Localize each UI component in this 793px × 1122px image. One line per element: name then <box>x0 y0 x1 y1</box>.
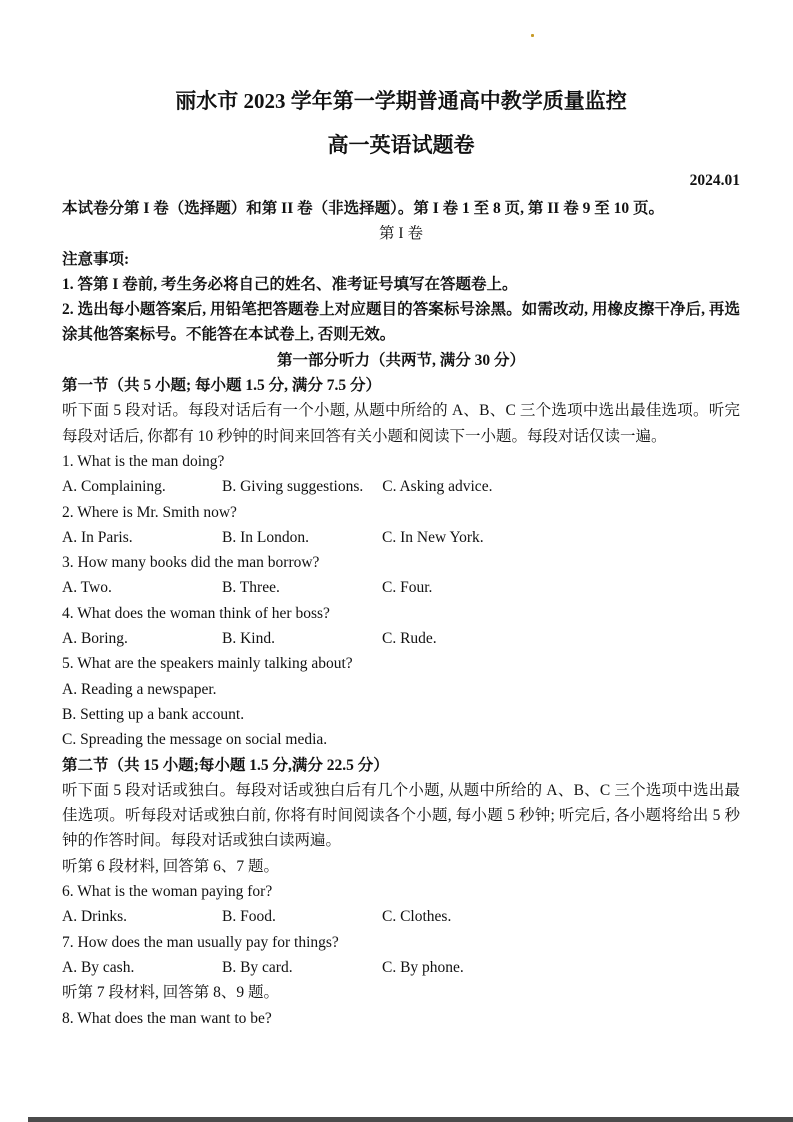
question-2: 2. Where is Mr. Smith now? <box>62 503 237 521</box>
option-c: C. Spreading the message on social media. <box>62 731 328 749</box>
option-a: A. Drinks. <box>62 908 128 926</box>
scan-speck <box>531 34 534 37</box>
option-a: A. Reading a newspaper. <box>62 680 217 698</box>
option-b: B. Kind. <box>222 630 275 648</box>
option-c: C. Rude. <box>382 630 437 648</box>
question-8: 8. What does the man want to be? <box>62 1009 272 1027</box>
question-7-options <box>62 955 740 980</box>
material-cue-7: 听第 7 段材料, 回答第 8、9 题。 <box>62 984 280 1002</box>
question-1-options <box>62 474 740 499</box>
exam-date: 2024.01 <box>689 172 740 189</box>
option-b: B. Three. <box>222 579 280 597</box>
page-bottom-edge <box>28 1117 793 1122</box>
material-cue-6: 听第 6 段材料, 回答第 6、7 题。 <box>62 857 280 875</box>
option-c: C. Asking advice. <box>382 478 493 496</box>
option-c: C. Clothes. <box>382 908 452 926</box>
question-3-options <box>62 575 740 600</box>
paper-subtitle: 高一英语试题卷 <box>327 133 475 157</box>
option-a: A. By cash. <box>62 958 135 976</box>
part1-heading: 第一部分听力（共两节, 满分 30 分） <box>276 351 525 369</box>
option-b: B. Setting up a bank account. <box>62 705 245 723</box>
option-a: A. Two. <box>62 579 112 597</box>
volume-heading: 第 I 卷 <box>379 225 423 243</box>
option-a: A. In Paris. <box>62 528 133 546</box>
paper-title: 丽水市 2023 学年第一学期普通高中教学质量监控 <box>175 89 627 113</box>
option-b: B. In London. <box>222 528 309 546</box>
question-1: 1. What is the man doing? <box>62 452 225 470</box>
section2-heading: 第二节（共 15 小题;每小题 1.5 分,满分 22.5 分） <box>62 756 389 774</box>
option-b: B. Giving suggestions. <box>222 478 364 496</box>
option-c: C. By phone. <box>382 958 464 976</box>
question-4: 4. What does the woman think of her boss? <box>62 604 330 622</box>
section1-heading: 第一节（共 5 小题; 每小题 1.5 分, 满分 7.5 分） <box>62 377 382 395</box>
option-a: A. Boring. <box>62 630 128 648</box>
option-a: A. Complaining. <box>62 478 166 496</box>
question-6: 6. What is the woman paying for? <box>62 883 273 901</box>
question-6-options <box>62 904 740 929</box>
question-5-options <box>62 677 740 753</box>
option-b: B. Food. <box>222 908 276 926</box>
option-c: C. In New York. <box>382 528 484 546</box>
section1-instructions: 听下面 5 段对话。每段对话后有一个小题, 从题中所给的 A、B、C 三个选项中选出最佳选项。听完每段对话后, 你都有 10 秒钟的时间来回答有关小题和阅读下一小题。每段对话仅读一遍。 <box>62 402 740 445</box>
question-3: 3. How many books did the man borrow? <box>62 554 320 572</box>
question-4-options <box>62 626 740 651</box>
question-7: 7. How does the man usually pay for things? <box>62 933 339 951</box>
section2-instructions: 听下面 5 段对话或独白。每段对话或独白后有几个小题, 从题中所给的 A、B、C 三个选项中选出最佳选项。听每段对话或独白前, 你将有时间阅读各个小题, 每小题 5 秒钟; 听完后, 各小题将给出 5 秒钟的作答时间。每段对话或独白读两遍。 <box>62 781 740 850</box>
notice-item-1: 1. 答第 I 卷前, 考生务必将自己的姓名、准考证号填写在答题卷上。 <box>62 275 518 293</box>
question-5: 5. What are the speakers mainly talking about? <box>62 655 353 673</box>
paper-structure-note: 本试卷分第 I 卷（选择题）和第 II 卷（非选择题）。第 I 卷 1 至 8 页, 第 II 卷 9 至 10 页。 <box>62 200 664 217</box>
question-2-options <box>62 525 740 550</box>
notice-item-2: 2. 选出每小题答案后, 用铅笔把答题卷上对应题目的答案标号涂黑。如需改动, 用橡皮擦干净后, 再选涂其他答案标号。不能答在本试卷上, 否则无效。 <box>62 301 740 344</box>
option-b: B. By card. <box>222 958 293 976</box>
notice-heading: 注意事项: <box>62 250 130 268</box>
option-c: C. Four. <box>382 579 433 597</box>
